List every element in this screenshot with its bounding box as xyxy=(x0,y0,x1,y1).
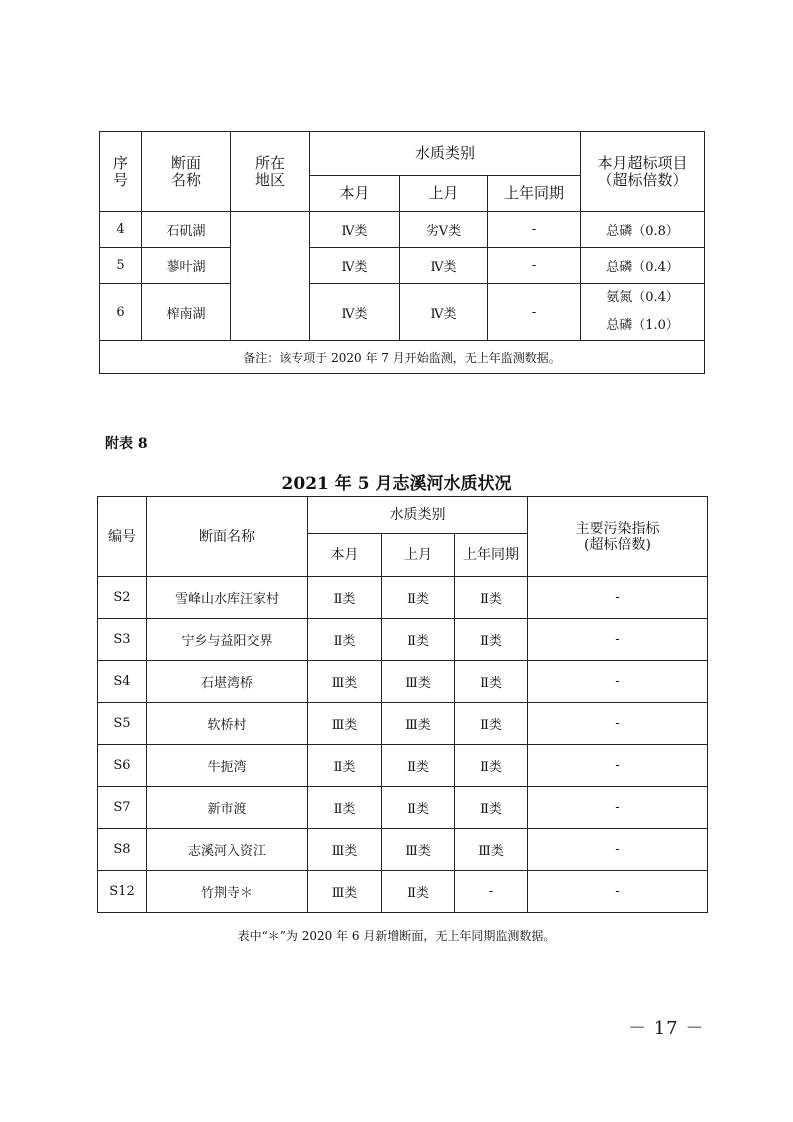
river-water-quality-table xyxy=(97,496,708,913)
cell-pollutant: - xyxy=(528,787,708,829)
table-row xyxy=(98,745,708,787)
cell-this-month: Ⅲ类 xyxy=(308,661,382,703)
cell-seq: 6 xyxy=(100,284,142,341)
cell-last-month: Ⅱ类 xyxy=(382,745,455,787)
cell-last-month: Ⅱ类 xyxy=(382,577,455,619)
cell-last-month: 劣Ⅴ类 xyxy=(400,212,488,248)
cell-section-name: 志溪河入资江 xyxy=(147,829,308,871)
table-row xyxy=(98,871,708,913)
cell-this-month: Ⅳ类 xyxy=(310,248,400,284)
header-this-month: 本月 xyxy=(308,534,382,577)
header-exceed-items: 本月超标项目 （超标倍数） xyxy=(581,132,705,212)
cell-pollutant: - xyxy=(528,871,708,913)
cell-this-month: Ⅲ类 xyxy=(308,703,382,745)
cell-exceed: 总磷（0.4） xyxy=(581,248,705,284)
cell-exceed: 氨氮（0.4） 总磷（1.0） xyxy=(581,284,705,341)
table-row xyxy=(98,829,708,871)
cell-pollutant: - xyxy=(528,619,708,661)
cell-this-month: Ⅲ类 xyxy=(308,829,382,871)
cell-pollutant: - xyxy=(528,577,708,619)
cell-pollutant: - xyxy=(528,703,708,745)
cell-section-name: 榨南湖 xyxy=(142,284,231,341)
cell-this-month: Ⅱ类 xyxy=(308,577,382,619)
cell-code: S2 xyxy=(98,577,147,619)
cell-last-year: Ⅱ类 xyxy=(455,619,528,661)
table-note: 备注：该专项于 2020 年 7 月开始监测，无上年监测数据。 xyxy=(100,341,705,374)
cell-last-month: Ⅱ类 xyxy=(382,787,455,829)
header-this-month: 本月 xyxy=(310,176,400,212)
cell-seq: 4 xyxy=(100,212,142,248)
cell-code: S6 xyxy=(98,745,147,787)
cell-region xyxy=(231,212,310,341)
header-seq: 序 号 xyxy=(100,132,142,212)
cell-last-year: - xyxy=(455,871,528,913)
header-water-class: 水质类别 xyxy=(308,497,528,534)
cell-code: S5 xyxy=(98,703,147,745)
cell-this-month: Ⅱ类 xyxy=(308,619,382,661)
appendix-label: 附表 8 xyxy=(105,436,148,452)
table-row xyxy=(98,619,708,661)
cell-this-month: Ⅳ类 xyxy=(310,212,400,248)
table-row xyxy=(98,661,708,703)
cell-code: S12 xyxy=(98,871,147,913)
table-footnote: 表中“＊”为 2020 年 6 月新增断面，无上年同期监测数据。 xyxy=(237,929,556,943)
header-section-name: 断面 名称 xyxy=(142,132,231,212)
cell-section-name: 竹荆寺＊ xyxy=(147,871,308,913)
cell-last-month: Ⅱ类 xyxy=(382,619,455,661)
header-water-class: 水质类别 xyxy=(310,132,581,176)
cell-code: S4 xyxy=(98,661,147,703)
table-row xyxy=(100,212,705,248)
cell-section-name: 牛扼湾 xyxy=(147,745,308,787)
header-last-year: 上年同期 xyxy=(488,176,581,212)
cell-section-name: 雪峰山水库汪家村 xyxy=(147,577,308,619)
cell-pollutant: - xyxy=(528,661,708,703)
cell-last-month: Ⅱ类 xyxy=(382,871,455,913)
cell-this-month: Ⅱ类 xyxy=(308,745,382,787)
cell-pollutant: - xyxy=(528,829,708,871)
table-row xyxy=(98,577,708,619)
cell-code: S3 xyxy=(98,619,147,661)
cell-code: S7 xyxy=(98,787,147,829)
cell-last-year: - xyxy=(488,284,581,341)
cell-section-name: 石堪湾桥 xyxy=(147,661,308,703)
cell-last-year: Ⅱ类 xyxy=(455,703,528,745)
cell-last-month: Ⅲ类 xyxy=(382,829,455,871)
table-title: 2021 年 5 月志溪河水质状况 xyxy=(281,474,512,494)
cell-last-month: Ⅳ类 xyxy=(400,248,488,284)
header-last-year: 上年同期 xyxy=(455,534,528,577)
table-row xyxy=(100,284,705,341)
lake-water-quality-table xyxy=(99,131,705,374)
header-region: 所在 地区 xyxy=(231,132,310,212)
cell-exceed: 总磷（0.8） xyxy=(581,212,705,248)
cell-last-year: - xyxy=(488,212,581,248)
cell-last-year: Ⅱ类 xyxy=(455,745,528,787)
cell-last-year: Ⅱ类 xyxy=(455,577,528,619)
table-row xyxy=(100,248,705,284)
cell-section-name: 蓼叶湖 xyxy=(142,248,231,284)
page-number: － 17 － xyxy=(628,1018,705,1039)
cell-code: S8 xyxy=(98,829,147,871)
cell-last-year: Ⅱ类 xyxy=(455,787,528,829)
cell-last-month: Ⅲ类 xyxy=(382,661,455,703)
cell-last-year: - xyxy=(488,248,581,284)
cell-last-month: Ⅲ类 xyxy=(382,703,455,745)
header-main-pollutant: 主要污染指标 (超标倍数) xyxy=(528,497,708,577)
cell-this-month: Ⅲ类 xyxy=(308,871,382,913)
table-row xyxy=(98,703,708,745)
cell-pollutant: - xyxy=(528,745,708,787)
cell-last-month: Ⅳ类 xyxy=(400,284,488,341)
cell-section-name: 软桥村 xyxy=(147,703,308,745)
cell-section-name: 石矶湖 xyxy=(142,212,231,248)
cell-last-year: Ⅱ类 xyxy=(455,661,528,703)
cell-this-month: Ⅳ类 xyxy=(310,284,400,341)
cell-section-name: 宁乡与益阳交界 xyxy=(147,619,308,661)
header-section-name: 断面名称 xyxy=(147,497,308,577)
header-code: 编号 xyxy=(98,497,147,577)
header-last-month: 上月 xyxy=(400,176,488,212)
header-last-month: 上月 xyxy=(382,534,455,577)
table-row xyxy=(98,787,708,829)
cell-seq: 5 xyxy=(100,248,142,284)
cell-last-year: Ⅲ类 xyxy=(455,829,528,871)
cell-section-name: 新市渡 xyxy=(147,787,308,829)
cell-this-month: Ⅱ类 xyxy=(308,787,382,829)
